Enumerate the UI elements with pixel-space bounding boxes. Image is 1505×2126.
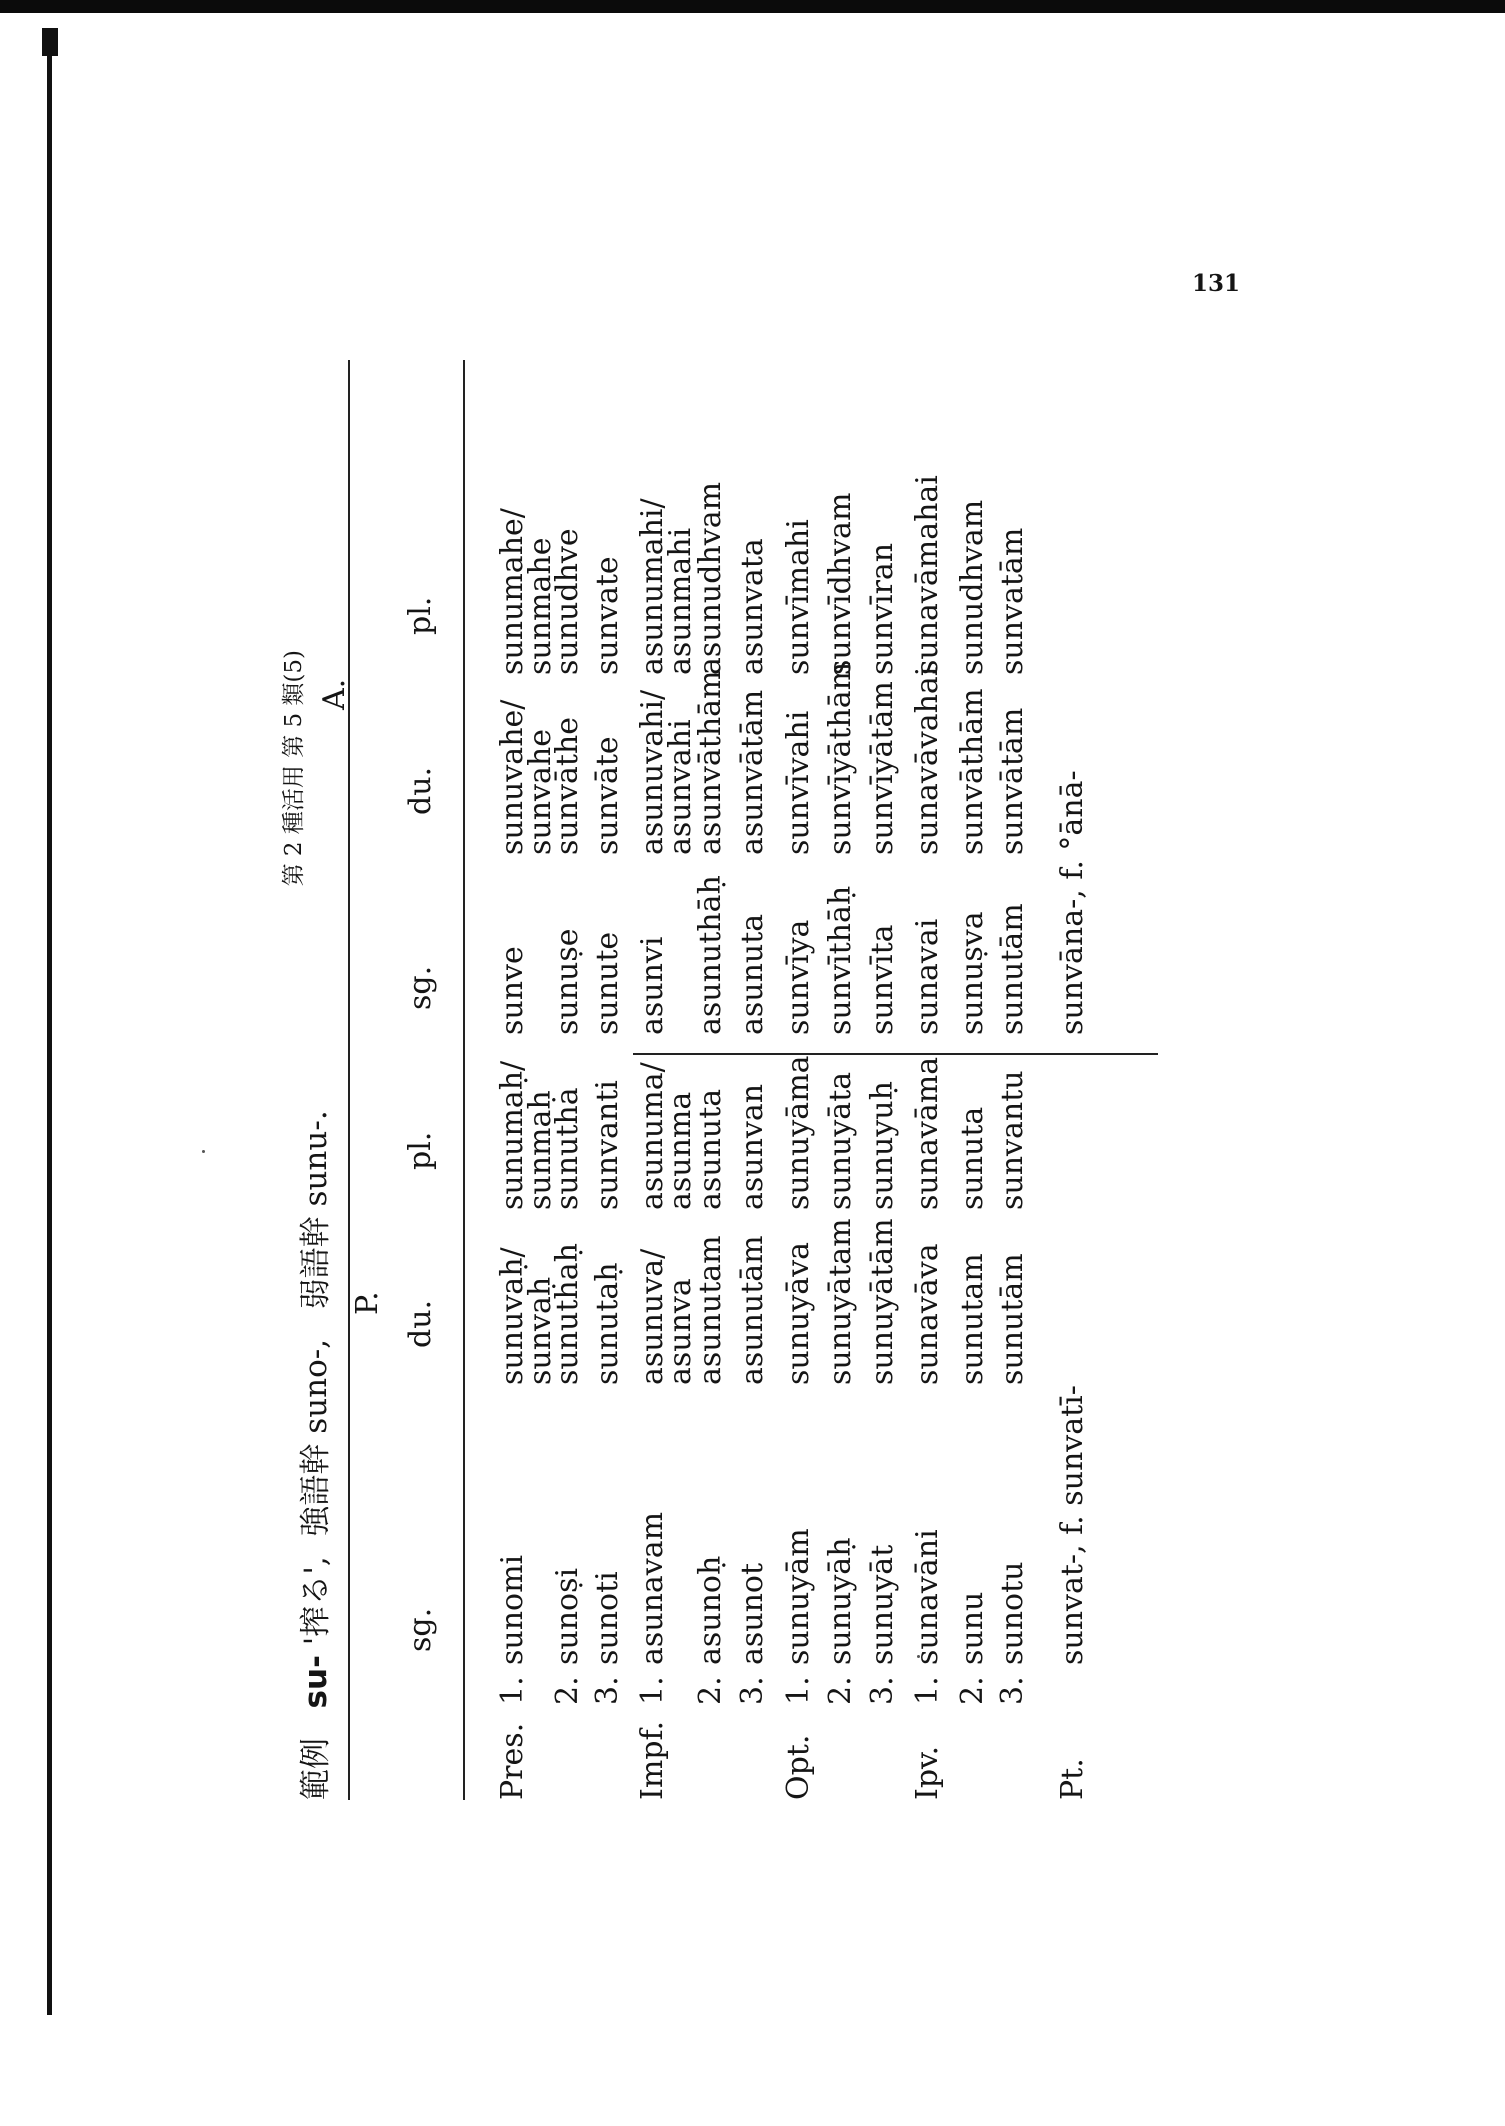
form-cell: sunvīta: [865, 924, 900, 1035]
form-cell: asunvāthām: [693, 670, 728, 855]
form-cell: sunavai: [910, 918, 945, 1035]
form-cell: sunvanti: [590, 1080, 625, 1210]
form-cell: sunuyām: [781, 1528, 816, 1665]
tense-label: Impf.: [635, 1720, 670, 1800]
form-cell: sunuthaḥ: [550, 1243, 585, 1385]
participle-label: Pt.: [1055, 1758, 1090, 1800]
form-cell: sunuyāva: [781, 1241, 816, 1385]
form-cell: asunuta: [693, 1088, 728, 1210]
form-cell-alt: asunma: [663, 1091, 698, 1210]
top-border: [0, 0, 1505, 13]
form-cell-alt: sunvahe: [523, 729, 558, 855]
form-cell: sunomi: [495, 1554, 530, 1665]
form-cell: sunavāni: [910, 1529, 945, 1665]
person-number: 2.: [550, 1676, 585, 1705]
form-cell: sunvatām: [995, 527, 1030, 675]
voice-divider: [633, 1053, 1158, 1055]
form-cell: asunuva/: [635, 1248, 670, 1385]
form-cell: asunutām: [735, 1235, 770, 1385]
form-cell: sunutām: [995, 1253, 1030, 1385]
form-cell: sunuṣe: [550, 928, 585, 1035]
form-cell: sunvīran: [865, 542, 900, 675]
form-cell-alt: sunvaḥ: [523, 1276, 558, 1385]
person-number: 2.: [823, 1676, 858, 1705]
form-cell: sunotu: [995, 1561, 1030, 1665]
form-cell: sunuvahe/: [495, 699, 530, 855]
person-number: 3.: [735, 1676, 770, 1705]
person-number: 3.: [590, 1676, 625, 1705]
column-header-active-du: du.: [403, 1299, 438, 1348]
form-cell: sunudhve: [550, 528, 585, 675]
column-header-active-sg: sg.: [403, 1607, 438, 1652]
form-cell: sunuyātām: [865, 1218, 900, 1385]
table-top-rule: [348, 360, 350, 1800]
title-gloss: '搾る',: [298, 1556, 334, 1646]
rotated-page-content: [260, 340, 1180, 1800]
form-cell: sunuta: [955, 1106, 990, 1210]
form-cell: sunvate: [590, 556, 625, 675]
form-cell-alt: sunmaḥ: [523, 1090, 558, 1210]
form-cell: sunvīyāthām: [823, 661, 858, 855]
tense-label: Ipv.: [910, 1746, 945, 1800]
form-cell: asunutam: [693, 1235, 728, 1385]
form-cell: asunvātām: [735, 689, 770, 855]
form-cell: sunvīdhvam: [823, 492, 858, 675]
form-cell: sunu: [955, 1591, 990, 1665]
form-cell: asunoḥ: [693, 1555, 728, 1665]
form-cell: asunuta: [735, 913, 770, 1035]
voice-active: P.: [350, 1291, 385, 1315]
form-cell: sunavāvahai: [910, 666, 945, 855]
form-cell: sunuyāta: [823, 1071, 858, 1210]
person-number: 1.: [781, 1676, 816, 1705]
form-cell: sunuvaḥ/: [495, 1247, 530, 1385]
person-number: 3.: [865, 1676, 900, 1705]
form-cell: asunot: [735, 1562, 770, 1665]
binding-edge: [47, 30, 52, 2015]
form-cell: sunvīmahi: [781, 519, 816, 675]
form-cell: asunuvahi/: [635, 689, 670, 855]
form-cell: sunutām: [995, 903, 1030, 1035]
title-root: su-: [298, 1655, 334, 1709]
column-header-middle-sg: sg.: [403, 965, 438, 1010]
form-cell: asunumahi/: [635, 498, 670, 675]
title-strong-stem: 強語幹 suno-,: [298, 1338, 334, 1537]
participle-middle: sunvāna-, f. °ānā-: [1055, 770, 1090, 1035]
form-cell: sunvīthāḥ: [823, 885, 858, 1035]
conjugation-table: [317, 360, 1158, 1800]
form-cell: sunumahe/: [495, 508, 530, 675]
form-cell: sunuyuḥ: [865, 1081, 900, 1210]
form-cell: sunoti: [590, 1571, 625, 1665]
form-cell: sunvīvahi: [781, 710, 816, 855]
form-cell: asunvata: [735, 538, 770, 675]
column-header-middle-pl: pl.: [403, 596, 438, 635]
form-cell: sunavāmahai: [910, 475, 945, 675]
form-cell: sunuṣva: [955, 911, 990, 1035]
form-cell: sunoṣi: [550, 1567, 585, 1665]
form-cell: asunuthāḥ: [693, 875, 728, 1035]
form-cell: sunuyātam: [823, 1218, 858, 1385]
form-cell: asunvi: [635, 936, 670, 1035]
form-cell: sunavāma: [910, 1056, 945, 1210]
title-weak-stem: 弱語幹 sunu-.: [298, 1110, 334, 1310]
person-number: 3.: [995, 1676, 1030, 1705]
form-cell: sunudhvam: [955, 499, 990, 675]
form-cell: sunutha: [550, 1087, 585, 1210]
voice-middle: A.: [317, 678, 352, 710]
person-number: 2.: [693, 1676, 728, 1705]
form-cell-alt: sunmahe: [523, 537, 558, 675]
form-cell-alt: asunmahi: [663, 527, 698, 675]
form-cell: sunute: [590, 931, 625, 1035]
header-rule: [463, 360, 465, 1800]
form-cell: sunuyāt: [865, 1544, 900, 1665]
form-cell: sunutaḥ: [590, 1262, 625, 1385]
print-speck: [202, 1150, 205, 1153]
form-cell: sunvīya: [781, 919, 816, 1035]
form-cell-alt: asunvahi: [663, 719, 698, 855]
tense-label: Opt.: [781, 1734, 816, 1800]
title-prefix: 範例: [298, 1738, 334, 1800]
column-header-middle-du: du.: [403, 766, 438, 815]
running-head: 第 2 種活用 第 5 類(5): [281, 650, 307, 887]
form-cell: sunve: [495, 946, 530, 1035]
page-number: 131: [1192, 270, 1241, 297]
form-cell-alt: asunva: [663, 1278, 698, 1385]
form-cell: asunvan: [735, 1083, 770, 1210]
column-header-active-pl: pl.: [403, 1131, 438, 1170]
tense-label: Pres.: [495, 1722, 530, 1800]
form-cell: asunuma/: [635, 1062, 670, 1210]
form-cell: sunavāva: [910, 1243, 945, 1385]
participle-active: sunvat-, f. sunvatī-: [1055, 1385, 1090, 1665]
form-cell: sunvāthām: [955, 688, 990, 855]
example-title: [290, 1110, 335, 1800]
person-number: 2.: [955, 1676, 990, 1705]
form-cell: sunvāthe: [550, 716, 585, 855]
form-cell: sunutam: [955, 1253, 990, 1385]
form-cell: asunavam: [635, 1511, 670, 1665]
person-number: 1.: [635, 1676, 670, 1705]
form-cell: sunumaḥ/: [495, 1060, 530, 1210]
person-number: 1.: [495, 1676, 530, 1705]
form-cell: sunvantu: [995, 1070, 1030, 1210]
form-cell: sunuyāma: [781, 1055, 816, 1210]
form-cell: asunudhvam: [693, 481, 728, 675]
binding-edge-cap: [42, 28, 58, 56]
form-cell: sunvīyātām: [865, 681, 900, 855]
form-cell: sunvāte: [590, 736, 625, 855]
person-number: 1.: [910, 1676, 945, 1705]
form-cell: sunvātām: [995, 707, 1030, 855]
form-cell: sunuyāḥ: [823, 1537, 858, 1665]
